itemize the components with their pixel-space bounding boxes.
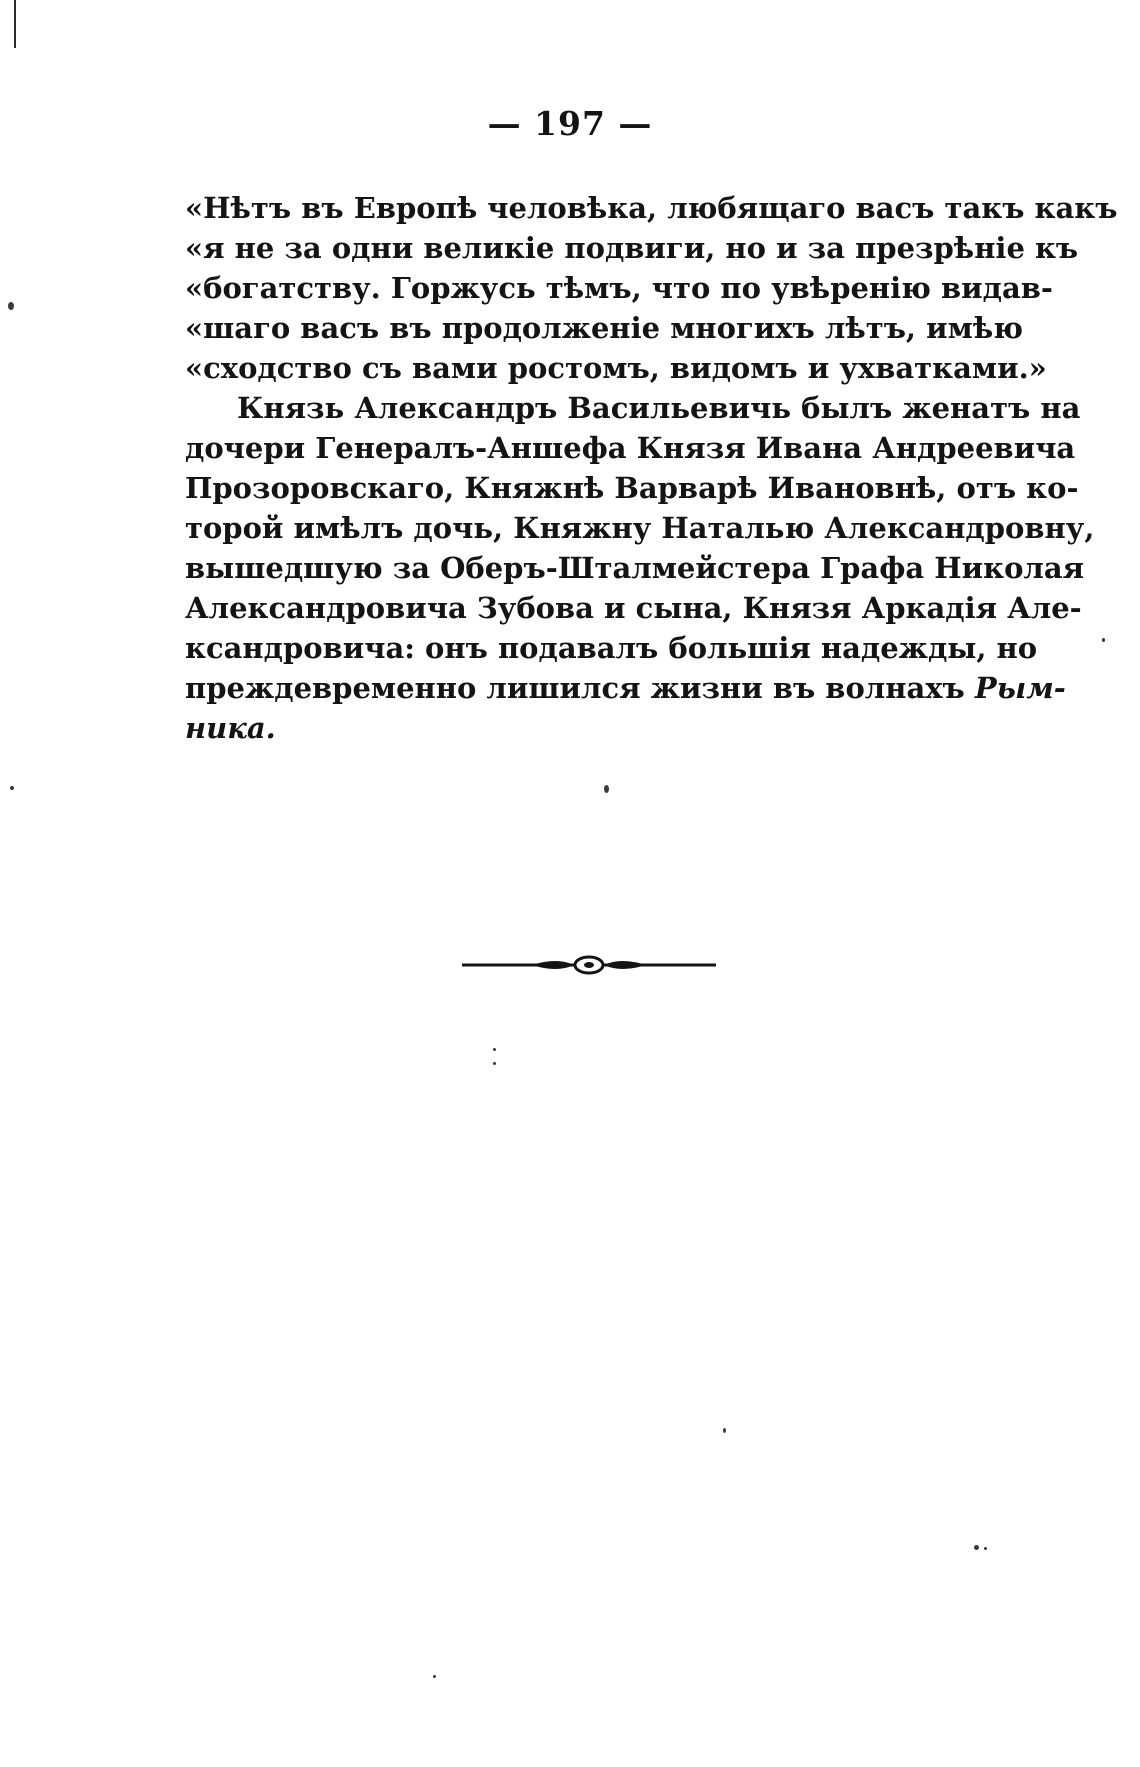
body-text xyxy=(185,188,1118,748)
text-line-13 xyxy=(185,668,1066,708)
page-number: — 197 — xyxy=(487,104,653,143)
print-speck xyxy=(1102,638,1105,642)
print-speck xyxy=(984,1547,987,1550)
text-line-10: вышедшую за Оберъ-Шталмейстера Графа Николая xyxy=(185,551,1085,585)
print-speck xyxy=(974,1545,979,1550)
print-speck xyxy=(8,302,14,310)
ornament-divider xyxy=(462,945,716,985)
text-line-6: Князь Александръ Васильевичь былъ женатъ на xyxy=(237,391,1081,425)
text-line-12: ксандровича: онъ подавалъ большія надежды, но xyxy=(185,631,1038,665)
text-line-13-main: преждевременно лишился жизни въ волнахъ xyxy=(185,671,965,705)
print-speck xyxy=(723,1428,726,1433)
text-line-9: торой имѣлъ дочь, Княжну Наталью Александровну, xyxy=(185,511,1095,545)
text-line-13-italic: Рым- xyxy=(974,671,1066,705)
text-line-3: «богатству. Горжусь тѣмъ, что по увѣренію видав- xyxy=(185,271,1053,305)
print-speck xyxy=(604,785,609,793)
text-line-11: Александровича Зубова и сына, Князя Аркадія Але- xyxy=(185,591,1082,625)
text-line-8: Прозоровскаго, Княжнѣ Варварѣ Ивановнѣ, отъ ко- xyxy=(185,471,1079,505)
print-speck xyxy=(433,1675,436,1678)
print-speck xyxy=(493,1048,496,1051)
print-speck xyxy=(493,1062,496,1065)
text-line-14 xyxy=(185,708,1000,748)
text-line-5: «сходство съ вами ростомъ, видомъ и ухватками.» xyxy=(185,351,1047,385)
text-line-1: «Нѣтъ въ Европѣ человѣка, любящаго васъ такъ какъ xyxy=(185,191,1118,225)
text-line-7: дочери Генералъ-Аншефа Князя Ивана Андреевича xyxy=(185,431,1076,465)
print-speck xyxy=(10,786,14,790)
page-edge-line xyxy=(14,0,16,48)
text-line-2: «я не за одни великіе подвиги, но и за презрѣніе къ xyxy=(185,231,1079,265)
text-line-14-italic: ника. xyxy=(185,711,276,745)
text-line-4: «шаго васъ въ продолженіе многихъ лѣтъ, имѣю xyxy=(185,311,1023,345)
